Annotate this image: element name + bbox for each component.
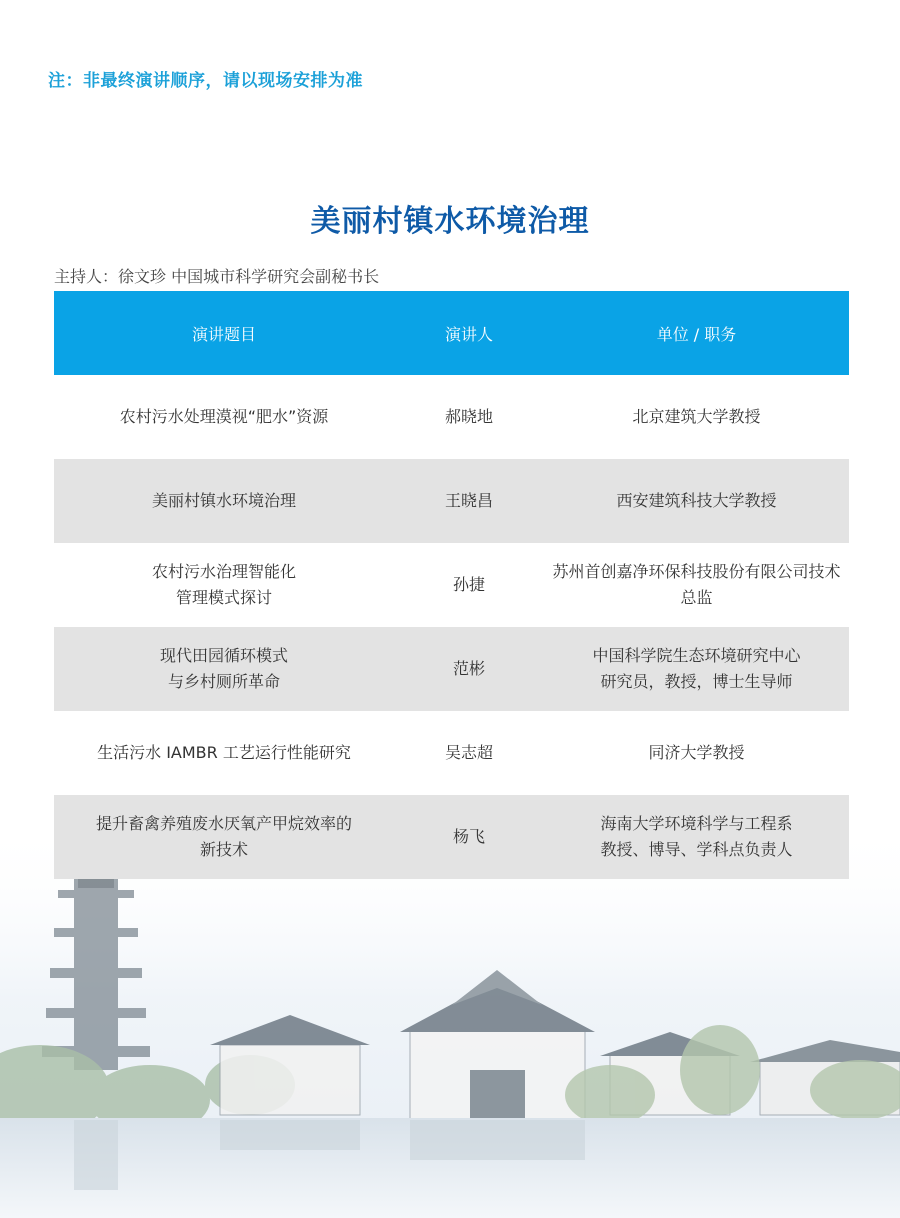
topic-cell [54,740,394,766]
position-line: 北京建筑大学教授 [632,407,761,426]
schedule-table [54,291,849,879]
position-line: 同济大学教授 [648,743,745,762]
topic-cell [54,488,394,514]
topic-cell [54,643,394,695]
position-line: 中国科学院生态环境研究中心 [592,646,801,665]
speaker-cell: 范彬 [452,659,485,678]
topic-line: 管理模式探讨 [175,588,272,607]
topic-line: 提升畜禽养殖废水厌氧产甲烷效率的 [95,814,352,833]
speaker-cell: 吴志超 [444,743,493,762]
topic-line: 生活污水 IAMBR 工艺运行性能研究 [97,743,351,762]
position-cell [544,811,849,863]
header-position: 单位 / 职务 [656,324,737,344]
topic-cell [54,811,394,863]
topic-line: 农村污水治理智能化 [151,562,296,581]
position-line: 西安建筑科技大学教授 [616,491,777,510]
table-row [54,375,849,459]
host-line: 主持人：徐文珍 中国城市科学研究会副秘书长 [54,267,380,286]
background-scenery-illustration [0,820,900,1218]
topic-line: 美丽村镇水环境治理 [151,491,296,510]
table-header [54,291,849,375]
position-cell [544,559,849,611]
position-line: 教授、博导、学科点负责人 [600,840,793,859]
position-line: 总监 [680,588,713,607]
position-line: 海南大学环境科学与工程系 [600,814,793,833]
topic-line: 新技术 [199,840,248,859]
position-line: 研究员，教授，博士生导师 [600,672,793,691]
position-cell [544,488,849,514]
position-cell [544,643,849,695]
topic-cell [54,559,394,611]
table-row [54,543,849,627]
session-title: 美丽村镇水环境治理 [310,204,590,239]
topic-line: 现代田园循环模式 [159,646,288,665]
topic-line: 与乡村厕所革命 [167,672,280,691]
order-notice: 注：非最终演讲顺序，请以现场安排为准 [48,71,363,91]
speaker-cell: 郝晓地 [444,407,493,426]
header-topic: 演讲题目 [191,324,256,344]
topic-cell [54,404,394,430]
position-cell [544,740,849,766]
table-row [54,627,849,711]
topic-line: 农村污水处理漠视“肥水”资源 [119,407,329,426]
table-row [54,459,849,543]
speaker-cell: 孙捷 [452,575,485,594]
position-line: 苏州首创嘉净环保科技股份有限公司技术 [552,562,841,581]
speaker-cell: 王晓昌 [444,491,493,510]
position-cell [544,404,849,430]
header-speaker: 演讲人 [444,324,493,344]
table-row [54,795,849,879]
table-row [54,711,849,795]
speaker-cell: 杨飞 [452,827,485,846]
